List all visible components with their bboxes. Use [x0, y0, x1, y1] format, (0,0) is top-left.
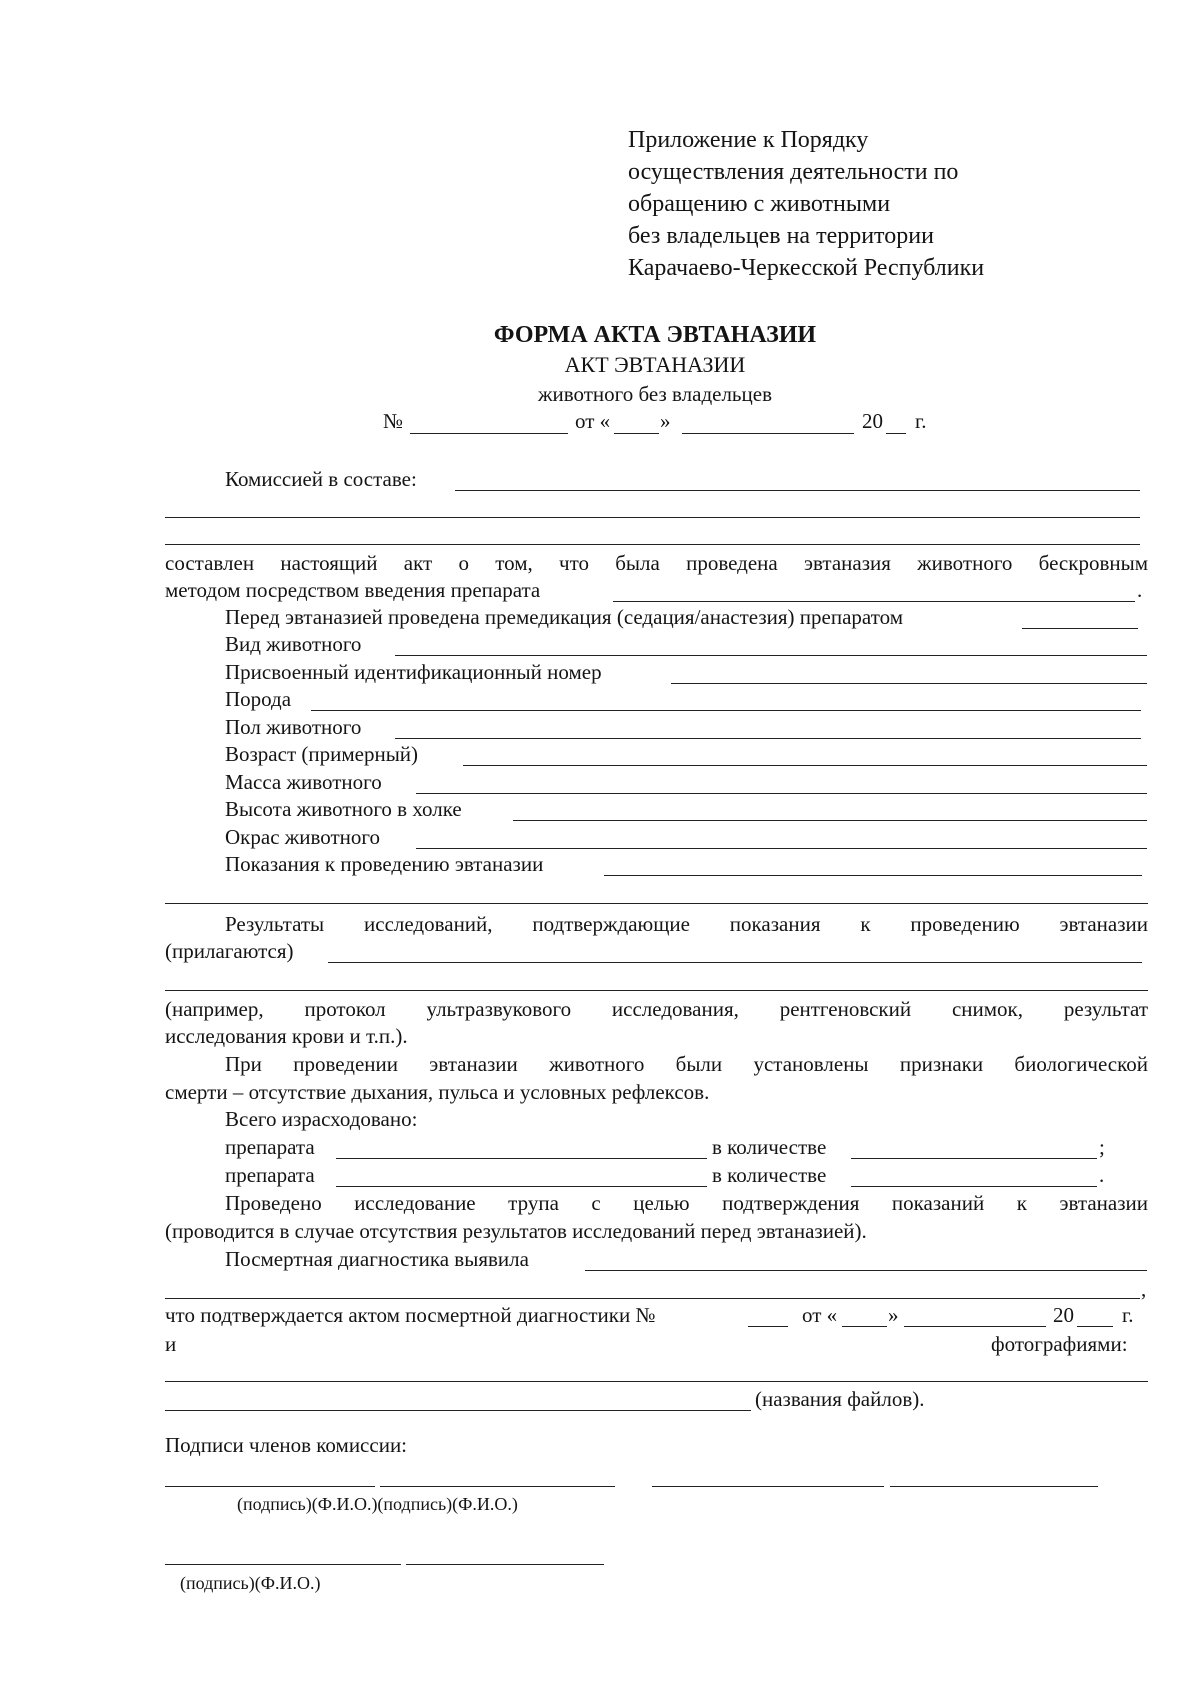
act-month-field[interactable]: [904, 1326, 1046, 1327]
signature-line-2[interactable]: [652, 1486, 884, 1487]
commission-field-1[interactable]: [455, 490, 1140, 491]
act-day-field[interactable]: [842, 1326, 887, 1327]
photos-label: фотографиями:: [991, 1332, 1128, 1356]
breed-field[interactable]: [311, 710, 1141, 711]
qty-label-2: в количестве: [712, 1163, 827, 1187]
indications-field-2[interactable]: [165, 903, 1148, 904]
number-label: №: [383, 409, 404, 433]
premed-label: Перед эвтаназией проведена премедикация (седация/анастезия) препаратом: [225, 605, 903, 629]
appendix-line: Приложение к Порядку: [628, 127, 869, 153]
year-suffix: г.: [915, 409, 927, 433]
consumed-qty-field-2[interactable]: [851, 1186, 1097, 1187]
age-field[interactable]: [463, 765, 1147, 766]
results-line-2: (прилагаются): [165, 939, 294, 963]
diag-label: Посмертная диагностика выявила: [225, 1247, 529, 1271]
premed-field[interactable]: [1022, 628, 1138, 629]
confirm-label: что подтверждается актом посмертной диагностики №: [165, 1303, 656, 1327]
field-label-height: Высота животного в холке: [225, 797, 462, 821]
field-label-indications: Показания к проведению эвтаназии: [225, 852, 544, 876]
year-field[interactable]: [886, 433, 906, 434]
act-title: АКТ ЭВТАНАЗИИ: [564, 352, 746, 377]
statement-line-2: методом посредством введения препарата: [165, 578, 541, 602]
consumed-qty-field-1[interactable]: [851, 1158, 1097, 1159]
act-subtitle: животного без владельцев: [537, 382, 772, 406]
color-field[interactable]: [416, 848, 1147, 849]
appendix-line: обращению с животными: [628, 191, 891, 217]
drug-label-1: препарата: [225, 1135, 315, 1159]
act-number-field[interactable]: [748, 1326, 788, 1327]
confirm-quote-close: »: [888, 1303, 899, 1327]
files-label: (названия файлов).: [755, 1387, 925, 1411]
necropsy-line-2: (проводится в случае отсутствия результатов исследований перед эвтаназией).: [165, 1219, 867, 1243]
and-label: и: [165, 1332, 177, 1356]
confirm-from-label: от «: [802, 1303, 838, 1327]
statement-end: .: [1137, 578, 1143, 602]
indications-field-1[interactable]: [604, 875, 1142, 876]
results-line-1: Результаты исследований, подтверждающие показания к проведению эвтаназии: [225, 912, 1148, 936]
diag-comma: ,: [1141, 1277, 1147, 1301]
statement-line-1: составлен настоящий акт о том, что была проведена эвтаназия животного бескровным: [165, 551, 1148, 575]
species-field[interactable]: [395, 655, 1147, 656]
confirm-year-suffix: г.: [1122, 1303, 1134, 1327]
photos-field-1[interactable]: [165, 1381, 1148, 1382]
drug-label-2: препарата: [225, 1163, 315, 1187]
field-label-species: Вид животного: [225, 632, 362, 656]
weight-field[interactable]: [416, 793, 1147, 794]
death-line-1: При проведении эвтаназии животного были установлены признаки биологической: [225, 1052, 1148, 1076]
consumed-drug-field-1[interactable]: [336, 1158, 707, 1159]
death-line-2: смерти – отсутствие дыхания, пульса и условных рефлексов.: [165, 1080, 710, 1104]
id-field[interactable]: [671, 683, 1147, 684]
signatures-label: Подписи членов комиссии:: [165, 1433, 408, 1457]
day-field[interactable]: [614, 433, 659, 434]
diag-field-2[interactable]: [165, 1298, 1140, 1299]
appendix-line: Карачаево-Черкесской Республики: [628, 255, 985, 281]
signature-caption-double: (подпись)(Ф.И.О.)(подпись)(Ф.И.О.): [237, 1494, 518, 1514]
name-line-3[interactable]: [406, 1564, 604, 1565]
appendix-block: [628, 124, 984, 284]
height-field[interactable]: [513, 820, 1147, 821]
consumed-end-2: .: [1099, 1163, 1105, 1187]
date-from-label: от «: [575, 409, 611, 433]
commission-label: Комиссией в составе:: [225, 467, 417, 491]
sex-field[interactable]: [395, 738, 1141, 739]
month-field[interactable]: [682, 433, 854, 434]
consumed-end-1: ;: [1099, 1135, 1105, 1159]
signature-caption-single: (подпись)(Ф.И.О.): [180, 1573, 321, 1593]
act-year-field[interactable]: [1077, 1326, 1113, 1327]
drug-field[interactable]: [613, 601, 1135, 602]
field-label-age: Возраст (примерный): [225, 742, 419, 766]
commission-field-3[interactable]: [165, 544, 1140, 545]
number-field[interactable]: [410, 433, 568, 434]
results-field-1[interactable]: [328, 962, 1142, 963]
name-line-2[interactable]: [890, 1486, 1098, 1487]
form-title: ФОРМА АКТА ЭВТАНАЗИИ: [493, 322, 817, 348]
diag-field-1[interactable]: [585, 1270, 1147, 1271]
appendix-line: без владельцев на территории: [628, 223, 934, 249]
field-label-id: Присвоенный идентификационный номер: [225, 660, 602, 684]
consumed-label: Всего израсходовано:: [225, 1107, 418, 1131]
appendix-line: осуществления деятельности по: [628, 159, 959, 185]
results-example-2: исследования крови и т.п.).: [165, 1024, 408, 1048]
signature-line-1[interactable]: [165, 1486, 375, 1487]
field-label-breed: Порода: [225, 687, 292, 711]
field-label-color: Окрас животного: [225, 825, 381, 849]
results-example-1: (например, протокол ультразвукового исследования, рентгеновский снимок, результат: [165, 997, 1148, 1021]
field-label-sex: Пол животного: [225, 715, 362, 739]
name-line-1[interactable]: [380, 1486, 615, 1487]
signature-line-3[interactable]: [165, 1564, 401, 1565]
qty-label-1: в количестве: [712, 1135, 827, 1159]
year-prefix: 20: [862, 409, 883, 433]
results-field-2[interactable]: [165, 990, 1148, 991]
photos-field-2[interactable]: [165, 1410, 751, 1411]
necropsy-line-1: Проведено исследование трупа с целью подтверждения показаний к эвтаназии: [225, 1191, 1148, 1215]
confirm-year-prefix: 20: [1053, 1303, 1074, 1327]
consumed-drug-field-2[interactable]: [336, 1186, 707, 1187]
quote-close: »: [660, 409, 671, 433]
commission-field-2[interactable]: [165, 517, 1140, 518]
field-label-weight: Масса животного: [225, 770, 382, 794]
